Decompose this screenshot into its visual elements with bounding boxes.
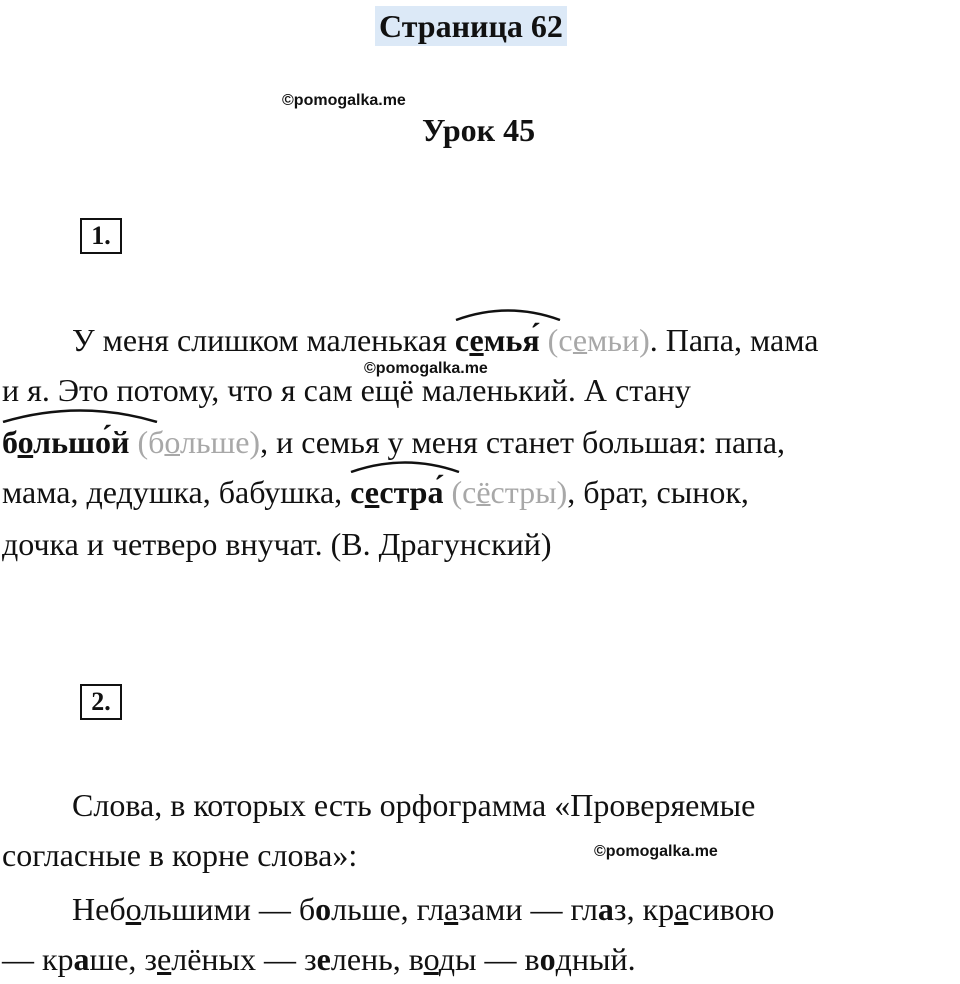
watermark-1: ©pomogalka.me bbox=[282, 92, 406, 109]
watermark-2: ©pomogalka.me bbox=[364, 360, 488, 377]
check-word-bolshe: (больше) bbox=[129, 424, 261, 460]
page-title: Страница 62 bbox=[375, 6, 567, 46]
check-word-sestry: (сёстры) bbox=[443, 474, 568, 510]
task-2-line-3: Небольшими — больше, глазами — глаз, красивою bbox=[72, 891, 775, 927]
task-1-line-2: и я. Это потому, что я сам ещё маленький. А стану bbox=[2, 372, 691, 408]
task-1-line-5: дочка и четверо внучат. (В. Драгунский) bbox=[2, 526, 552, 562]
root-arc-icon bbox=[0, 405, 160, 423]
word-sestra: сестра́ bbox=[350, 467, 443, 517]
check-word-semi: (семьи) bbox=[539, 322, 650, 358]
word-bolshoy: большо́й bbox=[2, 417, 129, 467]
root-arc-icon bbox=[348, 457, 462, 473]
task-1-line-1: У меня слишком маленькая семья́ (семьи). Папа, мама bbox=[72, 315, 818, 365]
task-1-line-3: большо́й (больше), и семья у меня станет большая: папа, bbox=[2, 417, 785, 467]
task-1-number: 1. bbox=[80, 218, 122, 254]
task-2-line-1: Слова, в которых есть орфограмма «Проверяемые bbox=[72, 787, 756, 823]
watermark-3: ©pomogalka.me bbox=[594, 843, 718, 860]
lesson-title: Урок 45 bbox=[422, 112, 536, 148]
task-2-number: 2. bbox=[80, 684, 122, 720]
task-2-line-2: согласные в корне слова»: bbox=[2, 837, 358, 873]
task-2-line-4: — краше, зелёных — зелень, воды — водный. bbox=[2, 941, 636, 977]
word-semya: семья́ bbox=[455, 315, 540, 365]
root-arc-icon bbox=[453, 305, 563, 321]
task-1-line-4: мама, дедушка, бабушка, сестра́ (сёстры), брат, сынок, bbox=[2, 467, 749, 517]
